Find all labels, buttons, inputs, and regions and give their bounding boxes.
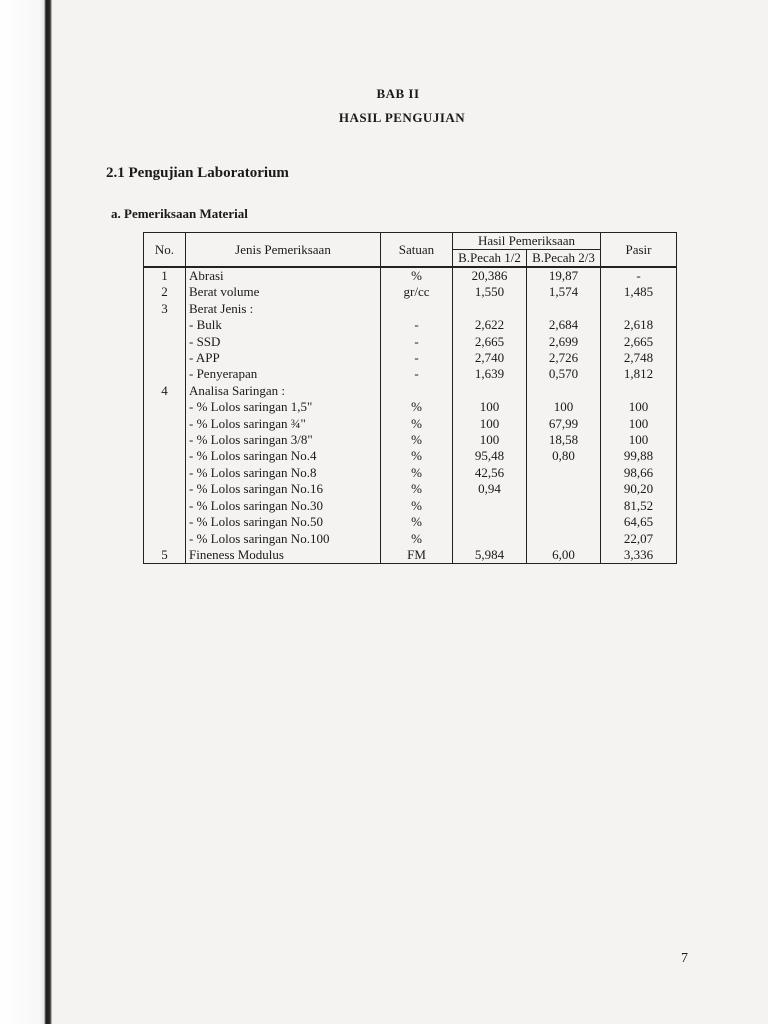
cell-bpecah-2-3: 0,570 (527, 366, 601, 382)
table-header (144, 233, 677, 268)
cell-jenis-pemeriksaan: - % Lolos saringan 1,5" (186, 399, 381, 415)
cell-jenis-pemeriksaan: Berat volume (186, 284, 381, 300)
cell-no (144, 350, 186, 366)
cell-bpecah-1-2: 5,984 (453, 547, 527, 564)
cell-bpecah-1-2: 2,740 (453, 350, 527, 366)
page-number: 7 (681, 951, 688, 966)
cell-no: 2 (144, 284, 186, 300)
cell-bpecah-1-2: 100 (453, 399, 527, 415)
cell-satuan: gr/cc (381, 284, 453, 300)
cell-pasir: 1,812 (601, 366, 677, 382)
cell-pasir (601, 383, 677, 399)
cell-bpecah-2-3 (527, 514, 601, 530)
cell-pasir: 1,485 (601, 284, 677, 300)
cell-bpecah-2-3: 100 (527, 399, 601, 415)
table-row (144, 399, 677, 415)
cell-bpecah-2-3 (527, 531, 601, 547)
table-row (144, 448, 677, 464)
cell-bpecah-1-2 (453, 498, 527, 514)
cell-jenis-pemeriksaan: - % Lolos saringan ¾" (186, 416, 381, 432)
cell-jenis-pemeriksaan: - % Lolos saringan No.4 (186, 448, 381, 464)
header-bpecah-2-3: B.Pecah 2/3 (527, 250, 601, 268)
cell-no (144, 448, 186, 464)
table-row (144, 301, 677, 317)
cell-pasir: 90,20 (601, 481, 677, 497)
cell-jenis-pemeriksaan: - % Lolos saringan No.16 (186, 481, 381, 497)
cell-pasir: 99,88 (601, 448, 677, 464)
cell-jenis-pemeriksaan: - % Lolos saringan No.50 (186, 514, 381, 530)
header-hasil-pemeriksaan: Hasil Pemeriksaan (453, 233, 601, 250)
cell-satuan: % (381, 481, 453, 497)
cell-satuan: - (381, 366, 453, 382)
cell-satuan: % (381, 514, 453, 530)
page-binding-edge (0, 0, 52, 1024)
cell-pasir: 2,748 (601, 350, 677, 366)
cell-satuan: % (381, 267, 453, 284)
cell-bpecah-2-3 (527, 383, 601, 399)
cell-pasir: 2,618 (601, 317, 677, 333)
table-row (144, 267, 677, 284)
cell-bpecah-2-3 (527, 481, 601, 497)
cell-no: 1 (144, 267, 186, 284)
cell-no: 5 (144, 547, 186, 564)
cell-bpecah-1-2: 95,48 (453, 448, 527, 464)
cell-bpecah-1-2 (453, 383, 527, 399)
table-row (144, 432, 677, 448)
cell-jenis-pemeriksaan: - % Lolos saringan No.8 (186, 465, 381, 481)
cell-satuan: FM (381, 547, 453, 564)
cell-bpecah-2-3: 18,58 (527, 432, 601, 448)
table-row (144, 284, 677, 300)
cell-jenis-pemeriksaan: - % Lolos saringan No.100 (186, 531, 381, 547)
cell-satuan (381, 383, 453, 399)
cell-jenis-pemeriksaan: - Bulk (186, 317, 381, 333)
cell-satuan: - (381, 334, 453, 350)
cell-pasir: 3,336 (601, 547, 677, 564)
table-row (144, 465, 677, 481)
cell-no (144, 366, 186, 382)
cell-pasir: 64,65 (601, 514, 677, 530)
cell-no (144, 498, 186, 514)
cell-jenis-pemeriksaan: Berat Jenis : (186, 301, 381, 317)
table-body (144, 267, 677, 564)
cell-bpecah-1-2: 0,94 (453, 481, 527, 497)
cell-pasir: 100 (601, 399, 677, 415)
cell-satuan: % (381, 448, 453, 464)
cell-pasir: 98,66 (601, 465, 677, 481)
chapter-heading: BAB II (376, 86, 420, 101)
cell-no (144, 416, 186, 432)
cell-no (144, 481, 186, 497)
table-row (144, 531, 677, 547)
cell-no (144, 334, 186, 350)
cell-bpecah-1-2: 20,386 (453, 267, 527, 284)
cell-pasir: 100 (601, 432, 677, 448)
material-test-results-table (143, 232, 677, 564)
cell-bpecah-1-2 (453, 301, 527, 317)
cell-satuan: % (381, 432, 453, 448)
cell-bpecah-2-3: 19,87 (527, 267, 601, 284)
cell-no (144, 514, 186, 530)
table-row (144, 514, 677, 530)
cell-bpecah-2-3 (527, 301, 601, 317)
cell-bpecah-1-2: 2,665 (453, 334, 527, 350)
cell-bpecah-2-3: 67,99 (527, 416, 601, 432)
cell-jenis-pemeriksaan: - % Lolos saringan 3/8" (186, 432, 381, 448)
chapter-title: HASIL PENGUJIAN (338, 110, 466, 125)
table-row (144, 366, 677, 382)
cell-pasir: 81,52 (601, 498, 677, 514)
cell-satuan: - (381, 350, 453, 366)
table-row (144, 317, 677, 333)
cell-bpecah-2-3: 2,699 (527, 334, 601, 350)
table-row (144, 416, 677, 432)
cell-bpecah-1-2: 100 (453, 416, 527, 432)
cell-pasir: 22,07 (601, 531, 677, 547)
cell-satuan: % (381, 399, 453, 415)
cell-no (144, 465, 186, 481)
cell-bpecah-2-3: 0,80 (527, 448, 601, 464)
cell-bpecah-2-3: 6,00 (527, 547, 601, 564)
cell-bpecah-2-3 (527, 498, 601, 514)
cell-bpecah-2-3: 1,574 (527, 284, 601, 300)
header-bpecah-1-2: B.Pecah 1/2 (453, 250, 527, 268)
cell-satuan: % (381, 531, 453, 547)
cell-bpecah-1-2: 1,550 (453, 284, 527, 300)
cell-bpecah-2-3 (527, 465, 601, 481)
cell-jenis-pemeriksaan: - Penyerapan (186, 366, 381, 382)
cell-pasir: 2,665 (601, 334, 677, 350)
table-row (144, 334, 677, 350)
header-pasir: Pasir (601, 233, 677, 268)
header-jenis-pemeriksaan: Jenis Pemeriksaan (186, 233, 381, 268)
table-row (144, 498, 677, 514)
table-row (144, 383, 677, 399)
table-row (144, 547, 677, 564)
cell-satuan: % (381, 465, 453, 481)
cell-satuan: - (381, 317, 453, 333)
cell-no: 3 (144, 301, 186, 317)
cell-bpecah-1-2: 2,622 (453, 317, 527, 333)
cell-satuan: % (381, 498, 453, 514)
cell-bpecah-1-2 (453, 531, 527, 547)
header-satuan: Satuan (381, 233, 453, 268)
cell-bpecah-1-2: 42,56 (453, 465, 527, 481)
cell-jenis-pemeriksaan: Abrasi (186, 267, 381, 284)
cell-pasir: 100 (601, 416, 677, 432)
cell-no: 4 (144, 383, 186, 399)
cell-no (144, 432, 186, 448)
cell-no (144, 399, 186, 415)
cell-bpecah-1-2 (453, 514, 527, 530)
table-row (144, 350, 677, 366)
cell-jenis-pemeriksaan: - % Lolos saringan No.30 (186, 498, 381, 514)
subsection-heading: a. Pemeriksaan Material (111, 206, 248, 221)
cell-satuan: % (381, 416, 453, 432)
cell-bpecah-1-2: 100 (453, 432, 527, 448)
cell-pasir: - (601, 267, 677, 284)
cell-jenis-pemeriksaan: Fineness Modulus (186, 547, 381, 564)
section-heading: 2.1 Pengujian Laboratorium (106, 165, 289, 181)
header-no: No. (144, 233, 186, 268)
table-row (144, 481, 677, 497)
cell-bpecah-2-3: 2,726 (527, 350, 601, 366)
cell-jenis-pemeriksaan: Analisa Saringan : (186, 383, 381, 399)
cell-bpecah-1-2: 1,639 (453, 366, 527, 382)
cell-no (144, 531, 186, 547)
cell-no (144, 317, 186, 333)
cell-jenis-pemeriksaan: - APP (186, 350, 381, 366)
cell-satuan (381, 301, 453, 317)
cell-jenis-pemeriksaan: - SSD (186, 334, 381, 350)
cell-bpecah-2-3: 2,684 (527, 317, 601, 333)
cell-pasir (601, 301, 677, 317)
